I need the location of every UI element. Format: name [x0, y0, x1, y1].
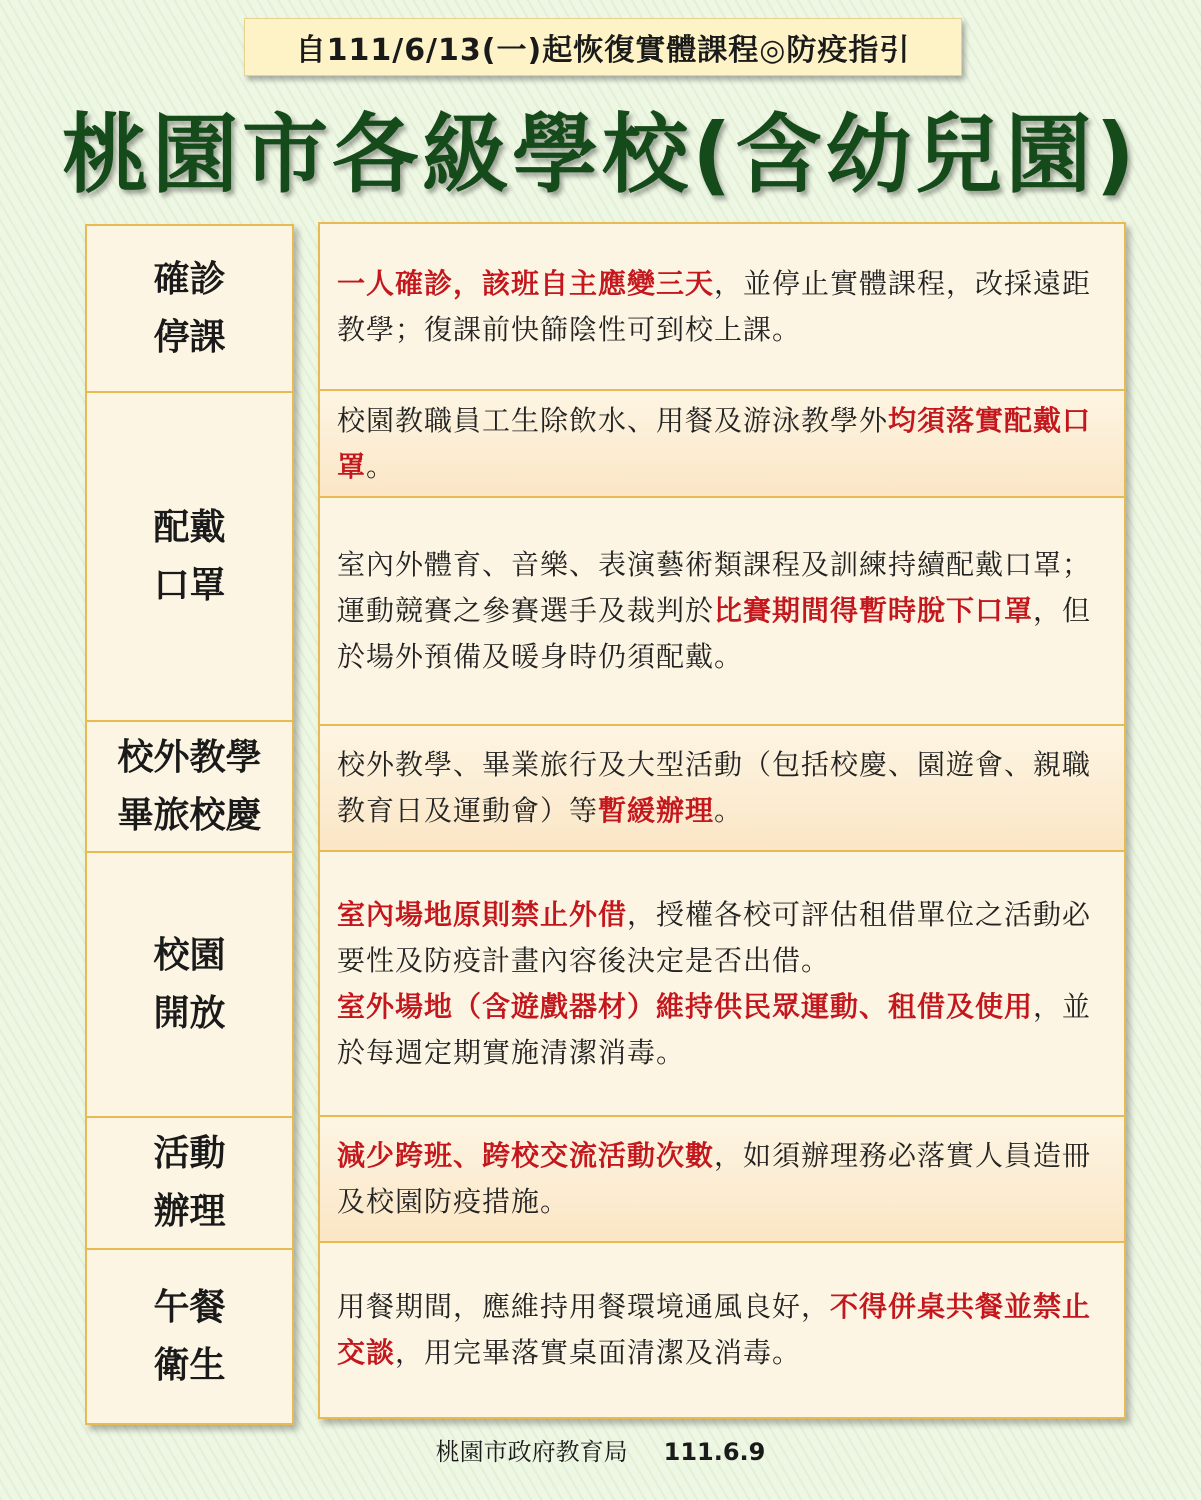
rules-column	[318, 222, 1126, 1419]
footer-date: 111.6.9	[663, 1438, 766, 1466]
rule-highlight: 一人確診，該班自主應變三天	[337, 266, 715, 300]
rule-text: 室內外體育、音樂、表演藝術類課程及訓練持續配戴口罩；運動競賽之參賽選手及裁判於	[337, 548, 1092, 627]
category-label: 開放	[153, 992, 226, 1034]
category-label: 校園	[153, 934, 226, 976]
category-label: 校外教學	[117, 736, 262, 778]
category-label: 停課	[153, 316, 226, 358]
category-label: 午餐	[153, 1286, 226, 1328]
category-label: 活動	[153, 1133, 226, 1174]
category-label: 辦理	[153, 1191, 226, 1232]
rule-text: 。	[366, 449, 396, 483]
rule-activities	[320, 1117, 1124, 1243]
rule-campus-opening	[320, 852, 1124, 1117]
rule-text: 校園教職員工生除飲水、用餐及游泳教學外	[337, 403, 889, 437]
footer	[0, 1432, 1201, 1467]
page-title: 桃園市各級學校(含幼兒園)	[62, 105, 1139, 205]
rule-confirmed-case	[320, 224, 1124, 391]
rule-highlight: 減少跨班、跨校交流活動次數	[337, 1139, 715, 1172]
rule-highlight: 不得併桌共餐並禁止交談	[337, 1290, 1092, 1369]
rule-highlight: 均須落實配戴口罩	[337, 403, 1092, 483]
rule-text: ，如須辦理務必落實人員造冊及校園防疫措施。	[337, 1139, 1092, 1218]
rule-text: 用餐期間，應維持用餐環境通風良好，	[337, 1290, 831, 1323]
category-label: 畢旅校慶	[117, 794, 262, 836]
rule-text: ，並於每週定期實施清潔消毒。	[337, 989, 1092, 1069]
subtitle-banner: 自111/6/13(一)起恢復實體課程◎防疫指引	[244, 18, 962, 76]
category-label: 配戴	[153, 506, 226, 548]
category-lunch-hygiene	[87, 1250, 292, 1423]
rule-highlight: 室外場地（含遊戲器材）維持供民眾運動、租借及使用	[337, 989, 1034, 1023]
rule-text: ，用完畢落實桌面清潔及消毒。	[395, 1336, 802, 1369]
rule-highlight: 暫緩辦理	[598, 794, 715, 827]
rule-text: 。	[714, 794, 744, 827]
rule-text: ，但於場外預備及暖身時仍須配戴。	[337, 594, 1092, 673]
category-label: 口罩	[153, 564, 226, 606]
category-masks	[87, 393, 292, 722]
category-label: 確診	[153, 258, 226, 300]
category-label: 衛生	[153, 1344, 226, 1386]
category-campus-opening	[87, 853, 292, 1118]
category-column	[85, 224, 294, 1425]
rule-text: ，並停止實體課程，改採遠距教學；復課前快篩陰性可到校上課。	[337, 266, 1092, 346]
category-confirmed-case	[87, 226, 292, 393]
category-activities	[87, 1118, 292, 1250]
category-field-trips	[87, 722, 292, 853]
rule-field-trips	[320, 726, 1124, 852]
rule-masks-general	[320, 391, 1124, 498]
rule-highlight: 室內場地原則禁止外借	[337, 897, 628, 931]
rule-text: 校外教學、畢業旅行及大型活動（包括校慶、園遊會、親職教育日及運動會）等	[337, 748, 1092, 827]
rule-highlight: 比賽期間得暫時脫下口罩	[714, 594, 1034, 627]
footer-org: 桃園市政府教育局	[435, 1438, 628, 1466]
rule-text: ，授權各校可評估租借單位之活動必要性及防疫計畫內容後決定是否出借。	[337, 897, 1092, 977]
rule-lunch-hygiene	[320, 1243, 1124, 1417]
rule-masks-sports	[320, 498, 1124, 726]
